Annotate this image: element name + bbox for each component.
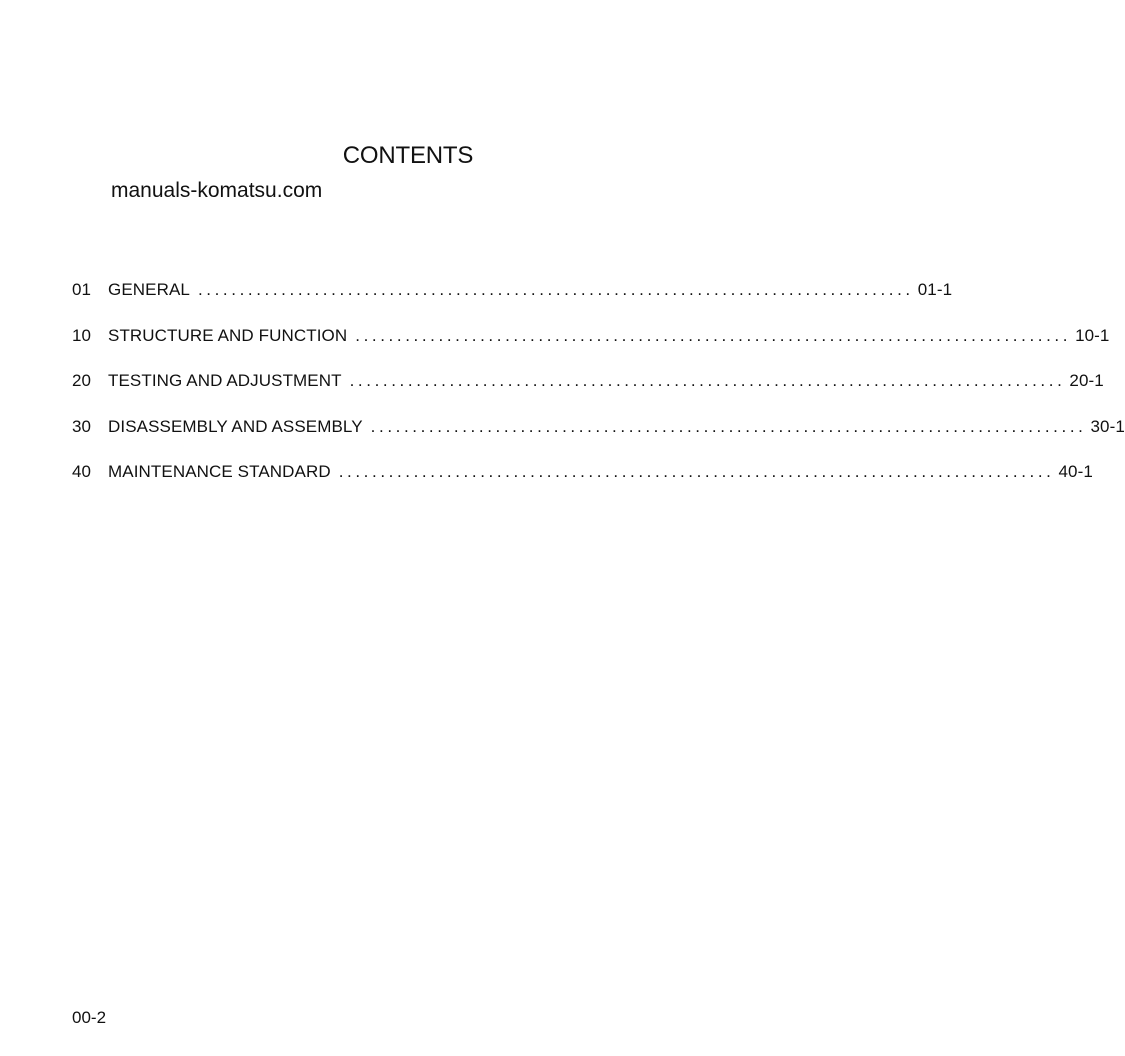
toc-entry-number: 20 bbox=[72, 371, 92, 390]
toc-entry-general[interactable] bbox=[72, 279, 953, 325]
toc-entry-testing-and-adjustment[interactable] bbox=[72, 370, 1104, 416]
toc-dot-leader: ...................................................................................... bbox=[197, 280, 914, 299]
table-of-contents bbox=[72, 279, 1125, 507]
toc-entry-number: 40 bbox=[72, 462, 92, 481]
toc-entry-page: 10-1 bbox=[1075, 325, 1110, 345]
toc-entry-page: 20-1 bbox=[1069, 371, 1104, 390]
toc-dot-leader: ...................................................................................... bbox=[355, 325, 1072, 345]
toc-entry-page: 01-1 bbox=[917, 280, 953, 299]
watermark-text: manuals-komatsu.com bbox=[111, 179, 323, 202]
page-title: CONTENTS bbox=[342, 142, 474, 169]
toc-entry-structure-and-function[interactable] bbox=[72, 325, 1110, 371]
toc-entry-number: 01 bbox=[72, 280, 92, 299]
toc-entry-title: STRUCTURE AND FUNCTION bbox=[108, 325, 348, 345]
toc-entry-page: 40-1 bbox=[1058, 462, 1093, 481]
toc-entry-disassembly-and-assembly[interactable] bbox=[72, 416, 1125, 462]
toc-entry-title: DISASSEMBLY AND ASSEMBLY bbox=[108, 416, 363, 436]
toc-entry-number: 30 bbox=[72, 416, 92, 436]
toc-entry-title: MAINTENANCE STANDARD bbox=[108, 462, 331, 481]
toc-dot-leader: ...................................................................................... bbox=[349, 371, 1066, 390]
toc-entry-number: 10 bbox=[72, 325, 92, 345]
toc-entry-page: 30-1 bbox=[1090, 416, 1125, 436]
toc-entry-title: TESTING AND ADJUSTMENT bbox=[108, 371, 342, 390]
toc-dot-leader: ...................................................................................... bbox=[338, 462, 1055, 481]
toc-entry-title: GENERAL bbox=[108, 280, 190, 299]
page-number: 00-2 bbox=[72, 1008, 107, 1027]
toc-entry-maintenance-standard[interactable] bbox=[72, 461, 1093, 507]
toc-dot-leader: ...................................................................................... bbox=[370, 416, 1087, 436]
